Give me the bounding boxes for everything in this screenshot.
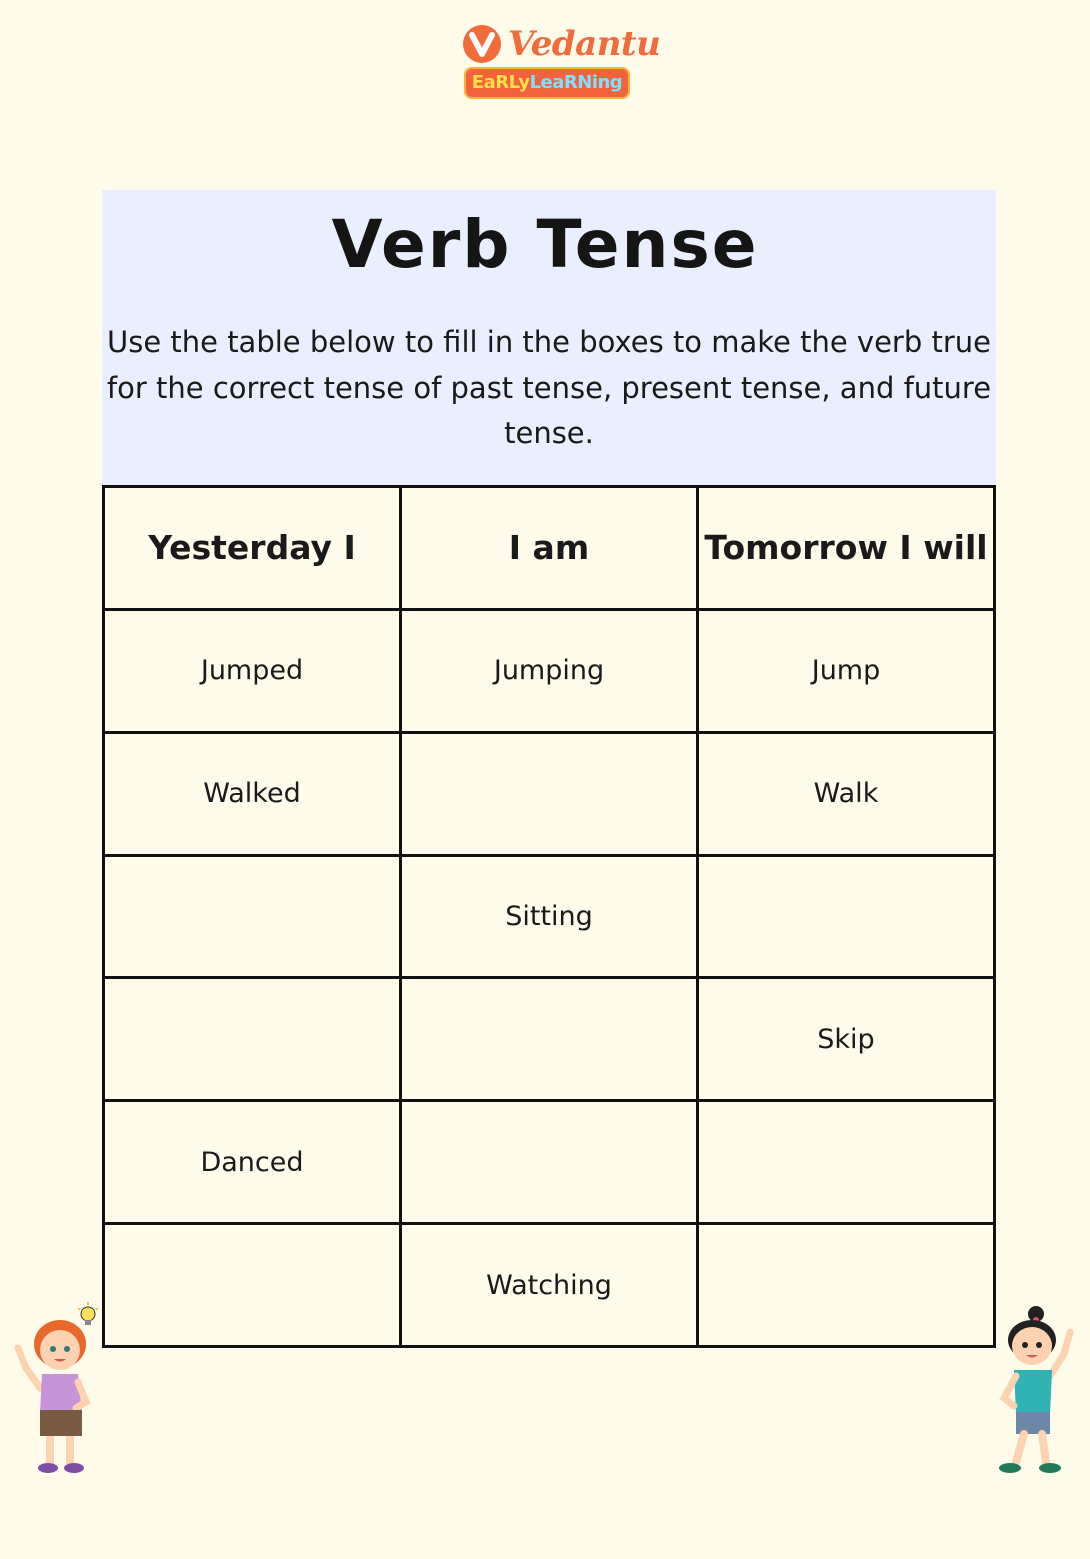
verb-tense-table <box>102 485 996 1348</box>
worksheet-title: Verb Tense <box>331 206 759 283</box>
table-row <box>104 855 995 978</box>
cell-present: Jumping <box>401 609 698 732</box>
cell-future: Skip <box>698 978 995 1101</box>
girl-waving-illustration <box>990 1302 1080 1480</box>
table-header-row <box>104 487 995 610</box>
instructions-text: Use the table below to fill in the boxes to make the verb true for the correct tense of past tense, present tense, and future tense. <box>106 325 992 450</box>
cell-future: Jump <box>698 609 995 732</box>
cell-past[interactable] <box>104 978 401 1101</box>
cell-present[interactable] <box>401 1101 698 1224</box>
cell-past: Walked <box>104 732 401 855</box>
cell-future[interactable] <box>698 1224 995 1347</box>
table-row <box>104 1224 995 1347</box>
table-row <box>104 1101 995 1224</box>
girl-idea-illustration <box>4 1302 104 1480</box>
cell-past[interactable] <box>104 1224 401 1347</box>
vedantu-v-icon <box>462 24 502 64</box>
cell-future[interactable] <box>698 855 995 978</box>
cell-present: Watching <box>401 1224 698 1347</box>
badge-word-2: LeaRNing <box>529 72 623 93</box>
cell-present[interactable] <box>401 732 698 855</box>
vedantu-logo <box>462 22 661 102</box>
cell-present: Sitting <box>401 855 698 978</box>
badge-word-1: EaRLy <box>471 72 530 93</box>
table-row <box>104 609 995 732</box>
table-row <box>104 978 995 1101</box>
header-i-am: I am <box>401 487 698 610</box>
header-yesterday: Yesterday I <box>104 487 401 610</box>
cell-past[interactable] <box>104 855 401 978</box>
early-learning-badge <box>464 67 630 99</box>
header-tomorrow: Tomorrow I will <box>698 487 995 610</box>
cell-future[interactable] <box>698 1101 995 1224</box>
cell-past: Danced <box>104 1101 401 1224</box>
lightbulb-icon <box>78 1302 98 1325</box>
cell-present[interactable] <box>401 978 698 1101</box>
table-row <box>104 732 995 855</box>
cell-past: Jumped <box>104 609 401 732</box>
cell-future: Walk <box>698 732 995 855</box>
brand-name: Vedantu <box>508 24 661 64</box>
